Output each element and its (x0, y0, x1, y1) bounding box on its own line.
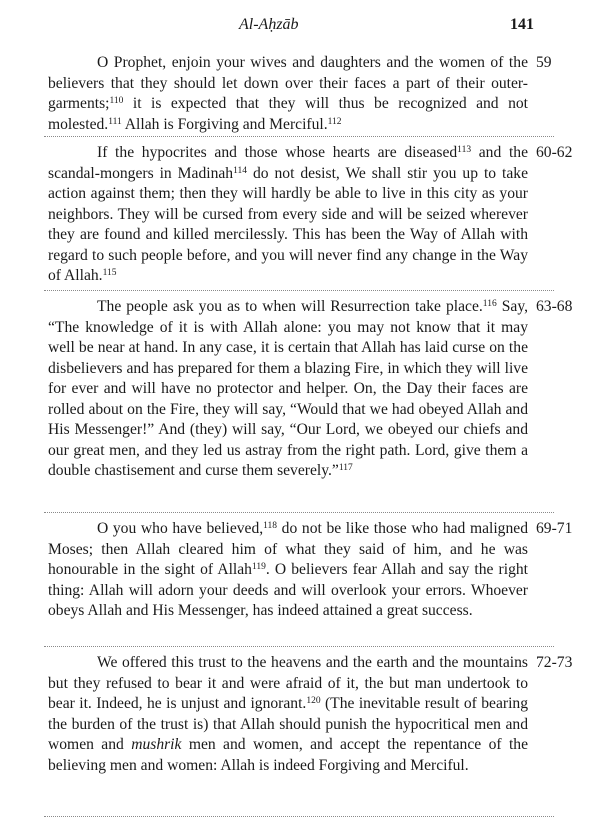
footnote-marker: 114 (233, 165, 248, 176)
page-number: 141 (510, 16, 534, 33)
section-divider (44, 136, 554, 137)
verse-ref: 60-62 (536, 144, 573, 161)
paragraph-text: If the hypocrites and those whose hearts are diseased (97, 144, 458, 161)
verse-ref: 69-71 (536, 520, 573, 537)
section-divider (44, 290, 554, 291)
verse-section-60-62 (48, 143, 528, 287)
paragraph-text: . O believers fear Allah and say the right thing: Allah will adorn your deeds and will overlook your errors. Whoever obeys Allah and His Messenger, has indeed attained a great success. (48, 561, 528, 619)
verse-section-69-71 (48, 519, 528, 622)
paragraph-text: do not desist, We shall stir you up to take action against them; then they will hardly be able to live in this city as your neighbors. They will be cursed from every side and will be seized wherever they are found and killed mercilessly. This has been the Way of Allah with regard to such people before, and you will never find any change in the Way of Allah. (48, 164, 528, 284)
verse-section-59 (48, 53, 528, 135)
verse-paragraph (48, 143, 528, 287)
verse-section-72-73 (48, 653, 528, 776)
footnote-marker: 119 (251, 562, 266, 572)
section-divider (44, 512, 554, 513)
footnote-marker: 116 (482, 299, 497, 309)
paragraph-text: men and women, and accept the repentance of the believing men and women: Allah is indeed Forgiving and Merciful. (48, 736, 528, 774)
verse-ref: 63-68 (536, 298, 573, 315)
paragraph-text: do not be like those who had maligned Moses; then Allah cleared him of what they said of him, and he was honourable in the sight of Allah (48, 520, 528, 578)
footnote-marker: 115 (102, 268, 117, 278)
verse-paragraph (48, 653, 528, 776)
footnote-marker: 117 (338, 463, 353, 473)
footnote-marker: 120 (306, 696, 321, 706)
verse-paragraph (48, 297, 528, 482)
italic-term: mushrik (131, 736, 182, 753)
paragraph-text: Allah is Forgiving and Merciful. (121, 115, 328, 133)
paragraph-text: and the scandal-mongers in Madinah (48, 144, 528, 182)
footnote-marker: 112 (327, 116, 342, 127)
footnote-marker: 110 (109, 96, 124, 106)
section-divider (44, 646, 554, 647)
paragraph-text: The people ask you as to when will Resurrection take place. (97, 298, 483, 315)
verse-section-63-68 (48, 297, 528, 482)
paragraph-text: it is expected that they will thus be recognized and not molested. (48, 95, 528, 133)
verse-ref: 72-73 (536, 654, 573, 671)
paragraph-text: Say, “The knowledge of it is with Allah alone: you may not know that it may well be near at hand. In any case, it is certain that Allah has laid curse on the disbelievers and has prepared for them a blazing Fire, in which they will live for ever and will have no protector and helper. On, the Day their faces are rolled about on the Fire, they will say, “Would that we had obeyed Allah and His Messenger!” And (they) will say, “Our Lord, we obeyed our chiefs and our great men, and they led us astray from the right path. Lord, give them a double chastisement and curse them severely.” (48, 298, 528, 479)
verse-paragraph (48, 519, 528, 622)
paragraph-text: O Prophet, enjoin your wives and daughters and the women of the believers that they should let down over their faces a part of their outer-garments; (48, 54, 528, 112)
paragraph-text: O you who have believed, (97, 520, 264, 537)
running-title: Al-Aḥzāb (239, 16, 299, 33)
verse-paragraph (48, 53, 528, 135)
footnote-marker: 113 (457, 145, 472, 155)
footnote-marker: 111 (108, 116, 122, 127)
footnote-marker: 118 (263, 521, 278, 531)
verse-ref: 59 (536, 54, 552, 71)
page-header (0, 16, 600, 40)
section-divider (44, 816, 554, 817)
paragraph-text: (The inevitable result of bearing the burden of the trust is) that Allah should punish the hypocritical men and women and (48, 695, 528, 753)
paragraph-text: We offered this trust to the heavens and the earth and the mountains but they refused to bear it and were afraid of it, the but man undertook to bear it. Indeed, he is unjust and ignorant. (48, 654, 528, 712)
